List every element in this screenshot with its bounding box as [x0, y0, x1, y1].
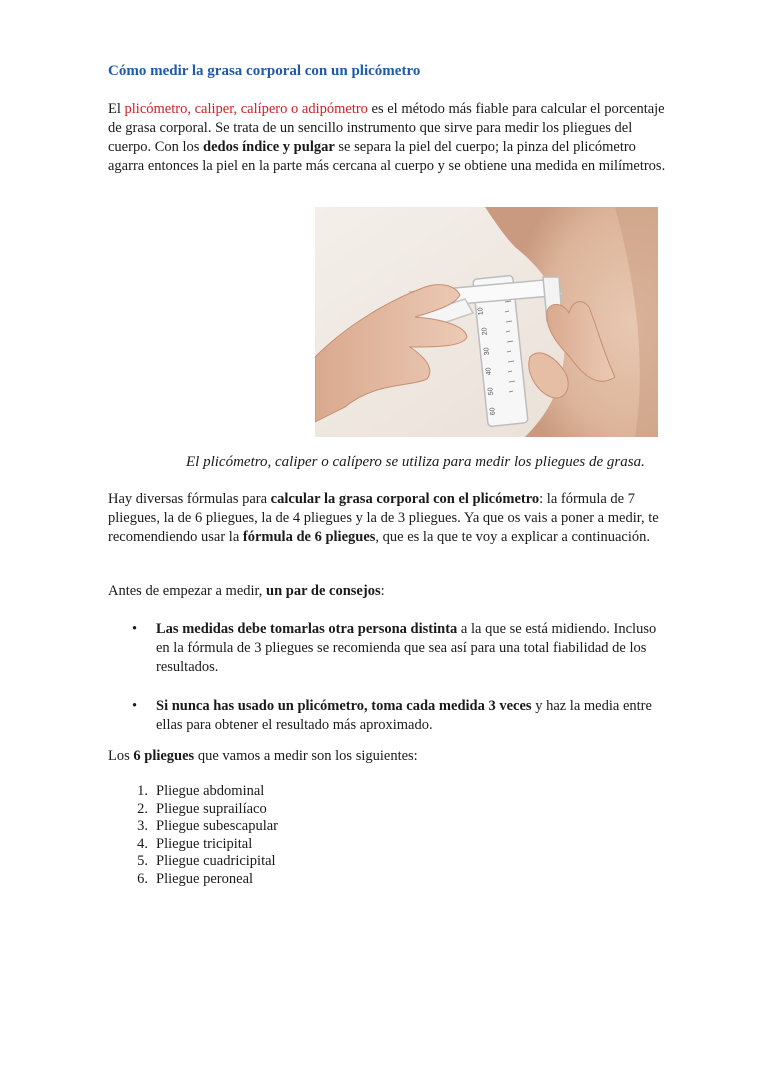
intro-lead: El — [108, 101, 125, 117]
formulas-bold-2: fórmula de 6 pliegues — [242, 529, 376, 545]
tip-text: a la que se está midiendo. Incluso en la fórmula de 3 pliegues se recomienda que sea así para una total fiabilidad de los resultados. — [156, 621, 657, 675]
list-number: 6. — [137, 870, 148, 887]
intro-text-1: es el método más fiable para calcular el porcentaje de grasa corporal. Se trata de un sencillo instrumento que sirve para medir los pliegues del cuerpo. Con los — [108, 101, 665, 155]
formulas-text-3: , que es la que te voy a explicar a continuación. — [375, 529, 650, 545]
caliper-photo — [315, 207, 658, 437]
list-item — [108, 801, 278, 819]
scale-label: 40 — [485, 367, 493, 376]
intro-highlight: plicómetro, caliper, calípero o adipómetro — [124, 101, 368, 117]
fold-label: Pliegue cuadricipital — [156, 853, 276, 870]
fold-label: Pliegue peroneal — [156, 870, 254, 887]
fold-label: Pliegue tricipital — [156, 835, 253, 852]
advice-bold: un par de consejos — [266, 583, 381, 599]
list-number: 5. — [137, 853, 148, 870]
tip-bold: Si nunca has usado un plicómetro, toma cada medida 3 veces — [156, 698, 532, 714]
caliper-illustration — [315, 207, 658, 437]
list-item — [108, 818, 278, 836]
advice-paragraph — [108, 582, 668, 601]
formulas-text-2: : la fórmula de 7 pliegues, la de 6 pliegues, la de 4 pliegues y la de 3 pliegues. Ya que os vais a poner a medir, te recomendiendo usar la — [108, 491, 659, 545]
list-number: 4. — [137, 835, 148, 852]
intro-bold: dedos índice y pulgar — [203, 139, 335, 155]
list-item — [108, 871, 278, 889]
list-item — [108, 853, 278, 871]
tips-list — [108, 620, 668, 735]
list-number: 3. — [137, 818, 148, 835]
intro-text-2: se separa la piel del cuerpo; la pinza del plicómetro agarra entonces la piel en la parte más cercana al cuerpo y se obtiene una medida en milímetros. — [108, 139, 666, 174]
fold-label: Pliegue suprailíaco — [156, 800, 267, 817]
formulas-text-1: Hay diversas fórmulas para — [108, 491, 271, 507]
scale-label: 60 — [489, 407, 497, 416]
bullet-icon: • — [132, 621, 138, 637]
scale-label: 50 — [487, 387, 495, 396]
list-number: 2. — [137, 800, 148, 817]
list-item — [108, 620, 668, 677]
formulas-paragraph — [108, 490, 668, 547]
tip-text: y haz la media entre ellas para obtener el resultado más aproximado. — [156, 698, 652, 733]
scale-label: 20 — [481, 327, 489, 336]
bullet-icon: • — [132, 698, 138, 714]
scale-label: 30 — [483, 347, 491, 356]
folds-intro-text-1: Los — [108, 748, 134, 764]
intro-paragraph — [108, 100, 668, 176]
page-title: Cómo medir la grasa corporal con un plicómetro — [108, 63, 421, 79]
advice-text: Antes de empezar a medir, — [108, 583, 267, 599]
list-item — [108, 783, 278, 801]
fold-label: Pliegue subescapular — [156, 818, 279, 835]
fold-label: Pliegue abdominal — [156, 783, 265, 799]
list-item — [108, 836, 278, 854]
list-item — [108, 697, 668, 735]
scale-label: 10 — [477, 307, 485, 316]
folds-intro-paragraph — [108, 747, 668, 766]
folds-list — [108, 783, 278, 889]
advice-colon: : — [380, 583, 385, 599]
photo-caption: El plicómetro, caliper o calípero se utiliza para medir los pliegues de grasa. — [186, 454, 645, 470]
formulas-bold-1: calcular la grasa corporal con el plicómetro — [270, 491, 540, 507]
folds-intro-text-2: que vamos a medir son los siguientes: — [194, 748, 418, 764]
folds-intro-bold: 6 pliegues — [133, 748, 195, 764]
list-number: 1. — [137, 783, 148, 799]
tip-bold: Las medidas debe tomarlas otra persona distinta — [156, 621, 458, 637]
